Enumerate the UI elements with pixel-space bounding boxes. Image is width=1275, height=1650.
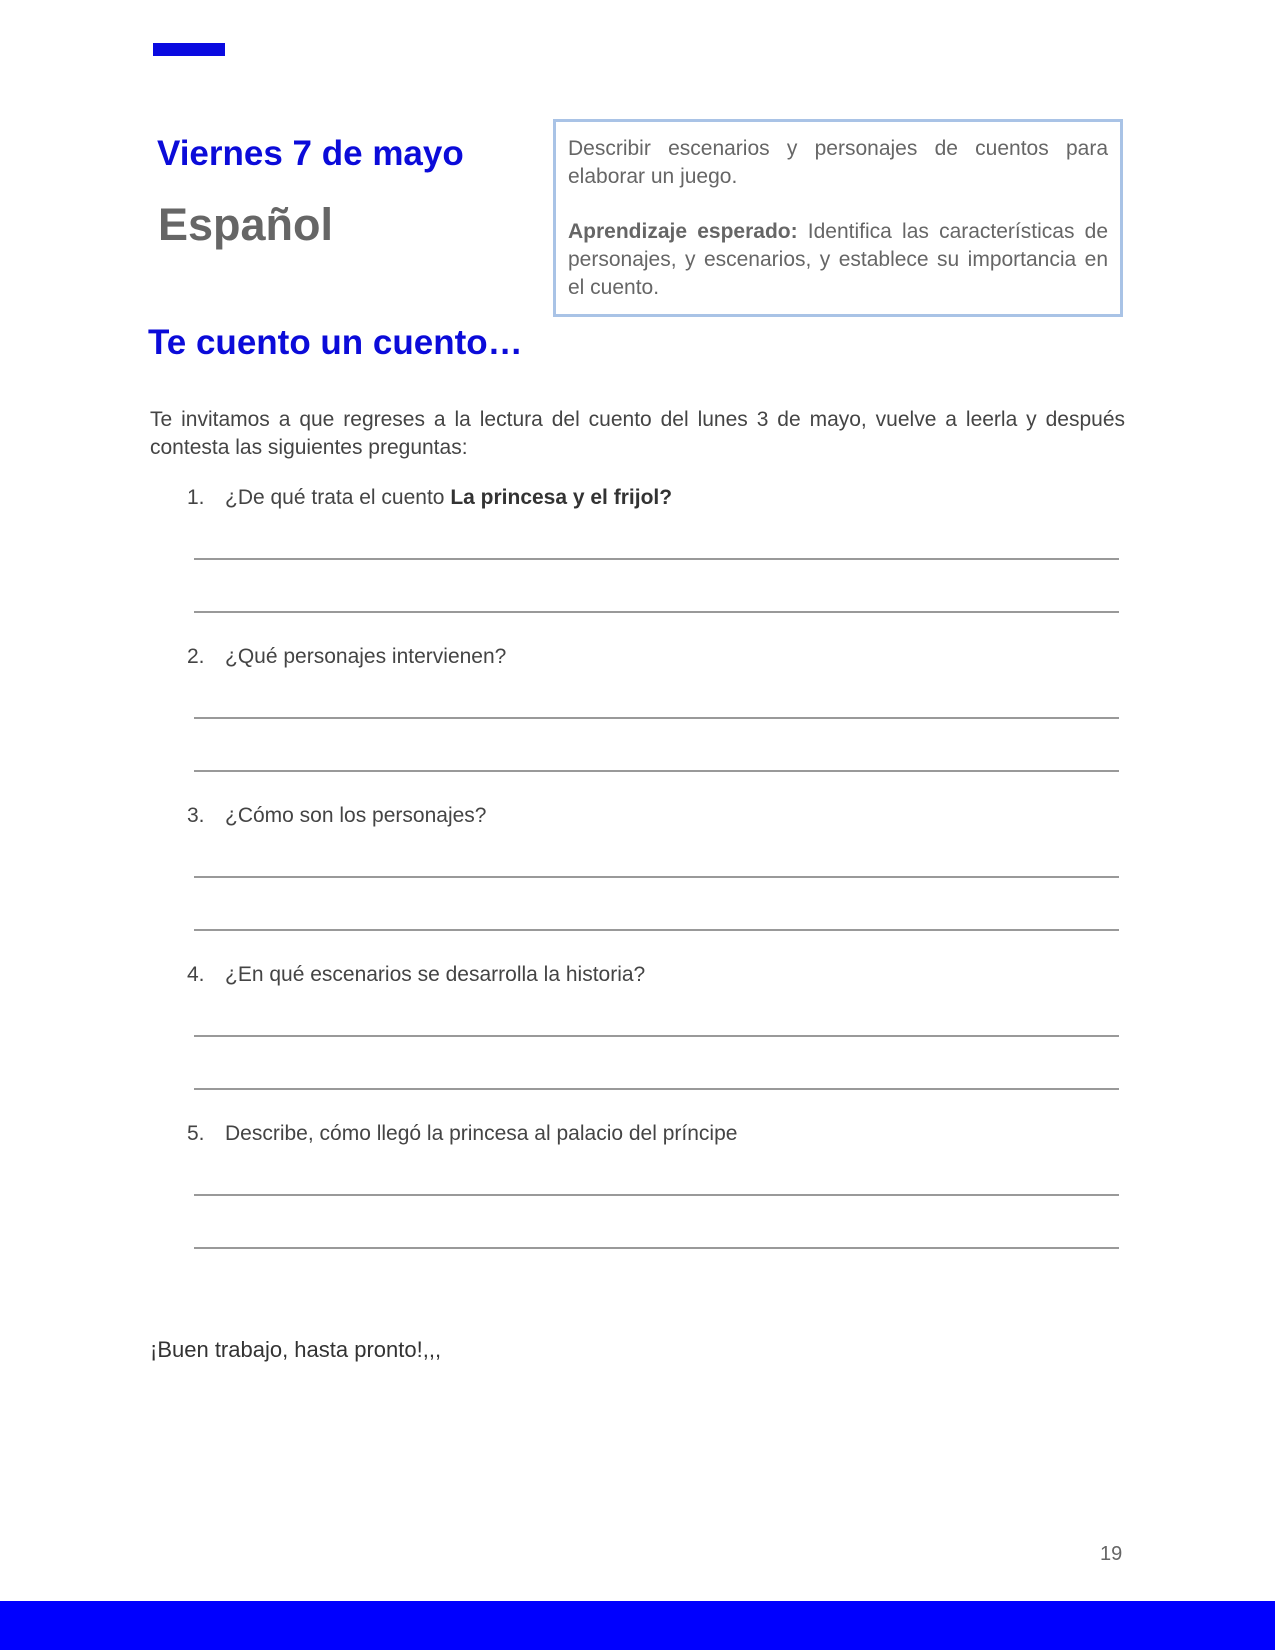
question-number: 5. — [187, 1122, 205, 1145]
answer-line[interactable] — [194, 1247, 1119, 1249]
question-text: ¿Cómo son los personajes? — [225, 804, 487, 827]
date-title: Viernes 7 de mayo — [157, 134, 464, 173]
question-4 — [150, 963, 1125, 1122]
answer-line[interactable] — [194, 1194, 1119, 1196]
expected-learning-text: Identifica las características de personajes, y escenarios, y establece su importancia en el cuento. — [568, 220, 1108, 299]
question-text — [225, 486, 672, 510]
closing-message: ¡Buen trabajo, hasta pronto!,,, — [150, 1337, 442, 1362]
question-text: ¿Qué personajes intervienen? — [225, 645, 507, 668]
header-accent-bar — [153, 43, 225, 56]
intro-paragraph: Te invitamos a que regreses a la lectura del cuento del lunes 3 de mayo, vuelve a leerla y después contesta las siguientes preguntas: — [150, 408, 1125, 459]
section-title: Te cuento un cuento… — [148, 323, 523, 362]
footer-bar — [0, 1601, 1275, 1650]
spacer — [568, 191, 1108, 218]
learning-objective-box — [553, 119, 1123, 317]
expected-learning — [568, 218, 1108, 302]
question-text: ¿En qué escenarios se desarrolla la historia? — [225, 963, 646, 986]
expected-learning-label: Aprendizaje esperado: — [568, 220, 798, 243]
question-text-plain: ¿De qué trata el cuento — [225, 486, 451, 509]
question-1 — [150, 486, 1125, 645]
question-number: 2. — [187, 645, 205, 668]
page-number: 19 — [1100, 1543, 1123, 1565]
story-title: La princesa y el frijol? — [450, 486, 673, 509]
question-text: Describe, cómo llegó la princesa al palacio del príncipe — [225, 1122, 738, 1145]
answer-line[interactable] — [194, 929, 1119, 931]
answer-line[interactable] — [194, 558, 1119, 560]
objective-description: Describir escenarios y personajes de cuentos para elaborar un juego. — [568, 137, 1108, 188]
question-number: 1. — [187, 486, 205, 509]
answer-line[interactable] — [194, 876, 1119, 878]
answer-line[interactable] — [194, 717, 1119, 719]
question-3 — [150, 804, 1125, 963]
question-5 — [150, 1122, 1125, 1281]
answer-line[interactable] — [194, 770, 1119, 772]
question-2 — [150, 645, 1125, 804]
answer-line[interactable] — [194, 1035, 1119, 1037]
question-number: 4. — [187, 963, 205, 986]
subject-title: Español — [158, 199, 334, 250]
answer-line[interactable] — [194, 1088, 1119, 1090]
question-list — [150, 486, 1125, 1281]
question-number: 3. — [187, 804, 205, 827]
answer-line[interactable] — [194, 611, 1119, 613]
